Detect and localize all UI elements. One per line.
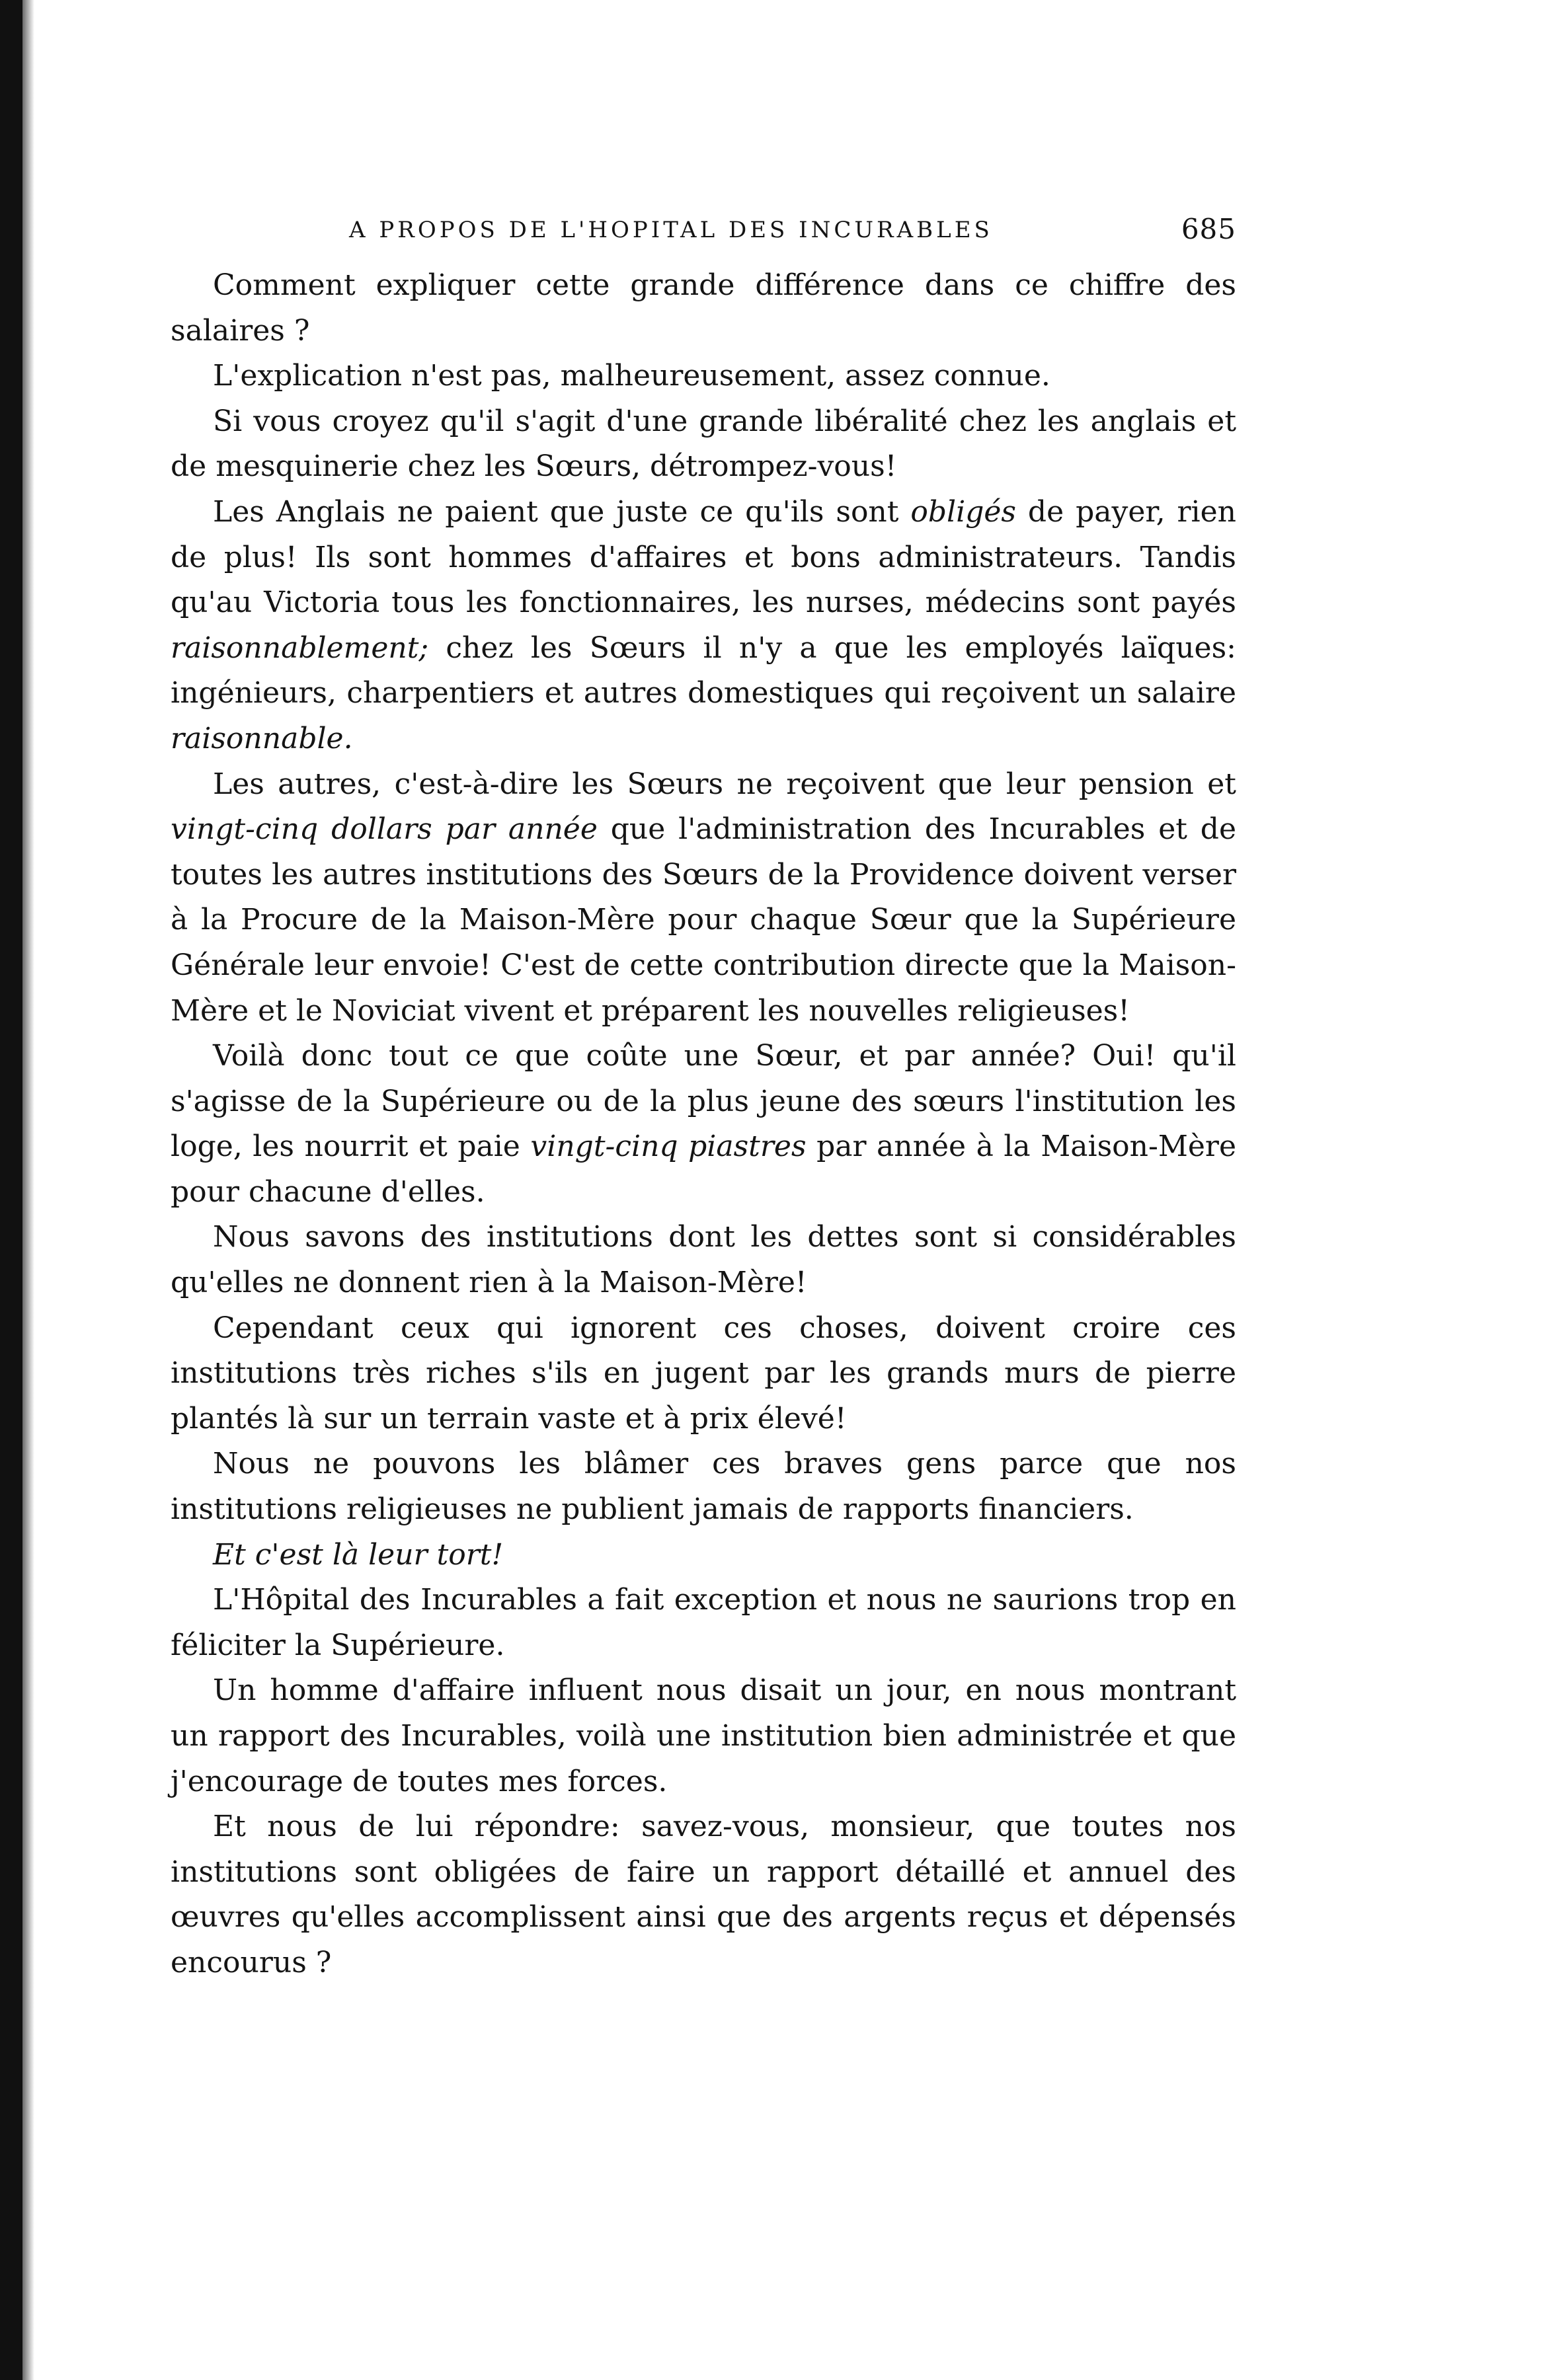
italic-text: raisonnable.: [171, 721, 353, 755]
italic-text: Et c'est là leur tort!: [213, 1537, 504, 1572]
text-run: Cependant ceux qui ignorent ces choses, doivent croire ces institutions très riches s'ils en jugent par les grands murs de pierre plantés là sur un terrain vaste et à prix élevé!: [171, 1311, 1236, 1436]
italic-text: vingt-cinq dollars par année: [171, 812, 598, 847]
text-run: L'explication n'est pas, malheureusement, assez connue.: [213, 359, 1050, 393]
page-header: [171, 210, 1236, 263]
text-run: Les autres, c'est-à-dire les Sœurs ne reçoivent que leur pension et: [213, 767, 1236, 801]
paragraph: [171, 1215, 1236, 1305]
paragraph: [171, 354, 1236, 399]
book-page: [171, 210, 1236, 1986]
page-number: 685: [1181, 213, 1236, 245]
text-run: Voilà donc tout ce que coûte une Sœur, et par année? Oui! qu'il s'agisse de la Supérieure ou de la plus jeune des sœurs l'institution les loge, les nourrit et paie: [171, 1039, 1236, 1164]
paragraph: [171, 762, 1236, 1034]
text-run: Comment expliquer cette grande différence dans ce chiffre des salaires ?: [171, 268, 1236, 348]
paragraph: [171, 1533, 1236, 1578]
text-run: Nous ne pouvons les blâmer ces braves gens parce que nos institutions religieuses ne publient jamais de rapports financiers.: [171, 1447, 1236, 1527]
text-run: chez les Sœurs il n'y a que les employés laïques: ingénieurs, charpentiers et autres domestiques qui reçoivent un salaire: [171, 631, 1236, 710]
body-text: [171, 263, 1236, 1986]
running-title: A PROPOS DE L'HOPITAL DES INCURABLES: [349, 217, 993, 243]
italic-text: vingt-cinq piastres: [530, 1130, 807, 1164]
paragraph: [171, 263, 1236, 354]
paragraph: [171, 1668, 1236, 1804]
italic-text: raisonnablement;: [171, 631, 429, 665]
text-run: Les Anglais ne paient que juste ce qu'ils sont: [213, 494, 911, 529]
text-run: par année à la Maison-Mère pour chacune d'elles.: [171, 1130, 1237, 1209]
paragraph: [171, 1578, 1236, 1668]
paragraph: [171, 399, 1236, 490]
page-binding-edge: [0, 0, 22, 2380]
text-run: que l'administration des Incurables et de toutes les autres institutions des Sœurs de la Providence doivent verser à la Procure de la Maison-Mère pour chaque Sœur que la Supérieure Générale leur envoie! C'est de cette contribution directe que la Maison-Mère et le Noviciat vivent et préparent les nouvelles religieuses!: [171, 812, 1236, 1028]
text-run: de payer, rien de plus! Ils sont hommes d'affaires et bons administrateurs. Tandis qu'au Victoria tous les fonctionnaires, les nurses, médecins sont payés: [171, 494, 1236, 620]
paragraph: [171, 1034, 1236, 1215]
paragraph: [171, 1804, 1236, 1985]
italic-text: obligés: [910, 494, 1016, 529]
paragraph: [171, 1306, 1236, 1442]
paragraph: [171, 490, 1236, 762]
paragraph: [171, 1441, 1236, 1532]
text-run: Nous savons des institutions dont les dettes sont si considérables qu'elles ne donnent rien à la Maison-Mère!: [171, 1220, 1236, 1300]
text-run: Si vous croyez qu'il s'agit d'une grande libéralité chez les anglais et de mesquinerie chez les Sœurs, détrompez-vous!: [171, 404, 1236, 484]
text-run: Un homme d'affaire influent nous disait un jour, en nous montrant un rapport des Incurables, voilà une institution bien administrée et que j'encourage de toutes mes forces.: [171, 1673, 1236, 1798]
text-run: L'Hôpital des Incurables a fait exception et nous ne saurions trop en féliciter la Supérieure.: [171, 1583, 1236, 1662]
page-binding-shadow: [22, 0, 34, 2380]
text-run: Et nous de lui répondre: savez-vous, monsieur, que toutes nos institutions sont obligées de faire un rapport détaillé et annuel des œuvres qu'elles accomplissent ainsi que des argents reçus et dépensés encourus ?: [171, 1810, 1236, 1979]
